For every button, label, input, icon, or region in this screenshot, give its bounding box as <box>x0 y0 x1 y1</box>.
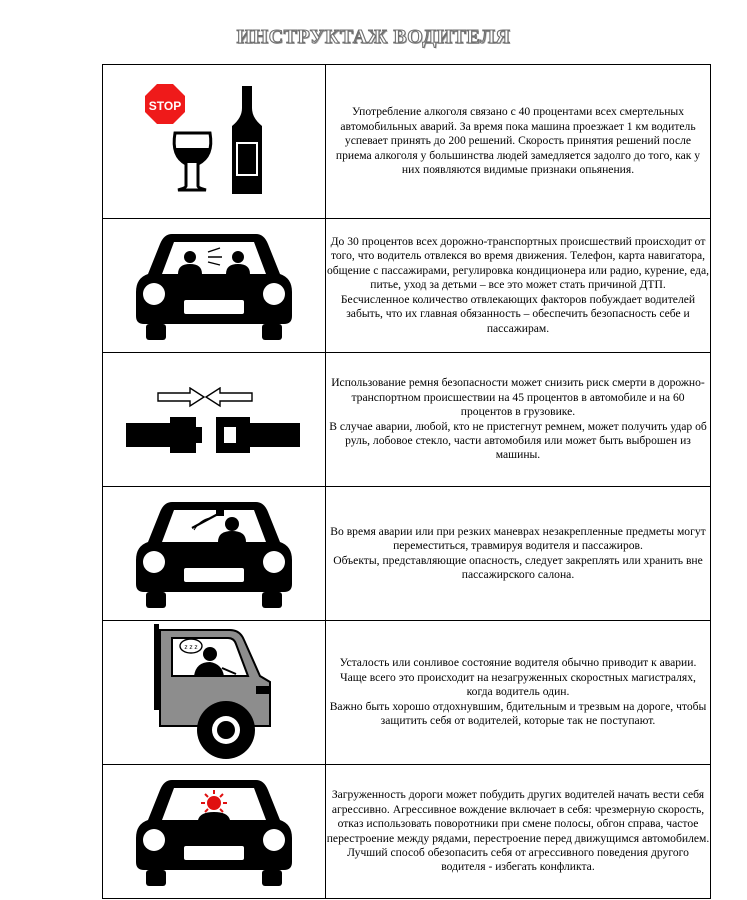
paragraph: В случае аварии, любой, кто не пристегнут ремнем, может получить удар об руль, лобовое стекло, части автомобиля или может быть выброшен из машины. <box>329 419 707 462</box>
paragraph: Лучший способ обезопасить себя от агрессивного поведения другого водителя - избегать конфликта. <box>347 845 689 874</box>
loose-objects-icon <box>134 498 294 610</box>
text-cell <box>326 765 711 899</box>
paragraph: Объекты, представляющие опасность, следует закреплять или хранить вне пассажирского салона. <box>333 553 703 581</box>
paragraph: Употребление алкоголя связано с 40 процентами всех смертельных автомобильных аварий. За время пока машина проезжает 1 км водитель успевает принять до 200 решений. Скорость принятия решений после приема алкоголя у большинства людей замедляется задолго до того, как у них появляются видимые признаки опьянения. <box>335 105 701 177</box>
instruction-table <box>102 64 711 899</box>
page-title: ИНСТРУКТАЖ ВОДИТЕЛЯ <box>236 26 511 48</box>
alcohol-stop-icon <box>144 84 284 199</box>
stop-sign-text: STOP <box>148 99 182 113</box>
table-row <box>103 765 711 899</box>
icon-cell <box>103 219 326 353</box>
paragraph: Загруженность дороги может побудить других водителей начать вести себя агрессивно. Агрессивное вождение включает в себя: чрезмерную скорость, отказ использовать поворотники при смене полосы, обгон справа, частое перестроение между рядами, перестроение перед движущимся автомобилем. <box>326 788 710 845</box>
paragraph: Важно быть хорошо отдохнувшим, бдительным и трезвым на дороге, чтобы защитить себя от водителей, которые так не поступают. <box>329 699 707 728</box>
text-cell <box>326 65 711 219</box>
speech-bubble-text: z z z <box>184 643 198 651</box>
paragraph: Бесчисленное количество отвлекающих факторов побуждает водителей забыть, что их главная обязанность – обеспечить безопасность себе и пассажирам. <box>340 292 696 335</box>
icon-cell <box>103 621 326 765</box>
table-row <box>103 487 711 621</box>
paragraph: Использование ремня безопасности может снизить риск смерти в дорожно-транспортном происшествии на 45 процентов в автомобиле и на 60 процентов в грузовике. <box>331 376 705 419</box>
tired-driver-truck-icon <box>152 624 276 762</box>
icon-cell <box>103 765 326 899</box>
seatbelt-buckle-icon <box>124 387 304 453</box>
distracted-driver-icon <box>134 230 294 342</box>
icon-cell <box>103 353 326 487</box>
text-cell <box>326 621 711 765</box>
text-cell <box>326 487 711 621</box>
table-row <box>103 621 711 765</box>
paragraph: До 30 процентов всех дорожно-транспортных происшествий происходит от того, что водитель отвлекся во время движения. Телефон, карта навигатора, общение с пассажирами, регулировка кондиционера или радио, курение, еда, питье, уход за детьми – все это может стать причиной ДТП. <box>326 235 709 292</box>
paragraph: Во время аварии или при резких маневрах незакрепленные предметы могут переместиться, травмируя водителя и пассажиров. <box>330 524 706 553</box>
aggressive-driver-icon <box>134 776 294 888</box>
paragraph: Усталость или сонливое состояние водителя обычно приводит к аварии. Чаще всего это происходит на незагруженных скоростных магистралях, когда водитель один. <box>339 656 697 699</box>
icon-cell <box>103 487 326 621</box>
text-cell <box>326 219 711 353</box>
table-row <box>103 219 711 353</box>
table-row <box>103 65 711 219</box>
text-cell <box>326 353 711 487</box>
icon-cell <box>103 65 326 219</box>
table-row <box>103 353 711 487</box>
